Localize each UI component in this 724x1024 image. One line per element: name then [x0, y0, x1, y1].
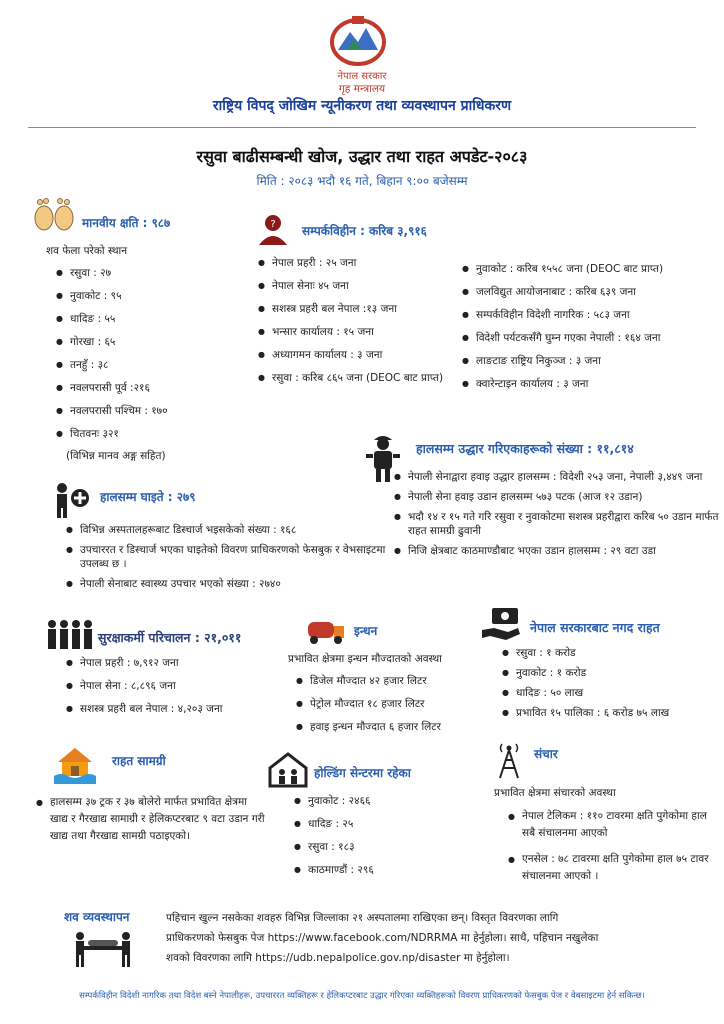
list-item: ● हालसम्म ३७ ट्रक र ३७ बोलेरो मार्फत प्रभावित क्षेत्रमा खाद्य र गैरखाद्य सामाग्री र हेलिकप्टरबाट ९ वटा उडान गरी खाद्य तथा गैरखाद्य सामग्री पठाइएको। — [36, 794, 266, 845]
svg-text:?: ? — [270, 219, 276, 230]
list-item: ● नेपाल प्रहरी : ७,९१२ जना — [66, 656, 296, 670]
human-loss-title: मानवीय क्षति : ९८७ — [82, 216, 171, 230]
list-item: ● नुवाकोट : ९५ — [56, 289, 236, 303]
list-item: ● नेपाल सेनाः ४५ जना — [258, 279, 444, 293]
footprints-icon — [30, 196, 78, 232]
comms-list — [508, 808, 720, 894]
page-title: रसुवा बाढीसम्बन्धी खोज, उद्धार तथा राहत अपडेट-२०८३ — [196, 147, 528, 166]
list-item: ● धादिङ : २५ — [294, 817, 474, 831]
human-loss-note: (विभिन्न मानव अङ्ग सहित) — [66, 450, 166, 462]
rescued-list — [394, 470, 720, 564]
radio-tower-icon — [492, 740, 526, 780]
list-item: ● नवलपरासी पूर्व :२१६ — [56, 381, 236, 395]
list-item: ● पेट्रोल मौज्दात १८ हजार लिटर — [296, 697, 496, 711]
header — [0, 0, 724, 120]
list-item: ● भन्सार कार्यालय : १५ जना — [258, 325, 444, 339]
injured-person-icon — [52, 482, 92, 518]
date-line: मिति : २०८३ भदौ १६ गते, बिहान ९:०० बजेसम्म — [256, 174, 468, 188]
list-item: ● प्रभावित १५ पालिका : ६ करोड ७५ लाख — [502, 706, 722, 720]
list-item: ● सम्पर्कविहीन विदेशी नागरिक : ५८३ जना — [462, 308, 720, 322]
list-item: ● नुवाकोट : करिब १५५८ जना (DEOC बाट प्राप्त) — [462, 262, 720, 276]
list-item: ● चितवनः ३२१ — [56, 427, 236, 441]
list-item: ● तनहुँ : ३८ — [56, 358, 236, 372]
rescued-title: हालसम्म उद्धार गरिएकाहरूको संख्या : ११,८१४ — [416, 441, 634, 456]
list-item: ● रसुवा : करिब ८६५ जना (DEOC बाट प्राप्त) — [258, 371, 444, 385]
list-item: ● नुवाकोट : १ करोड — [502, 666, 722, 680]
shelter-icon — [268, 752, 308, 788]
missing-person-icon — [256, 213, 290, 245]
list-item: ● सशस्त्र प्रहरी बल नेपाल : ४,२०३ जना — [66, 702, 296, 716]
list-item: ● उपचाररत र डिस्चार्ज भएका घाइतेको विवरण प्राधिकरणको फेसबुक र वेभसाइटमा उपलब्ध छ । — [66, 543, 386, 571]
comms-title: संचार — [534, 747, 558, 761]
list-item: ● रसुवा : १८३ — [294, 840, 474, 854]
list-item: ● अध्यागमन कार्यालय : ३ जना — [258, 348, 444, 362]
list-item: ● नवलपरासी पश्चिम : १७० — [56, 404, 236, 418]
fuel-list — [296, 674, 496, 743]
list-item: ● धादिङ : ५० लाख — [502, 686, 722, 700]
crowd-icon — [46, 618, 94, 652]
nepal-emblem-icon — [324, 12, 392, 68]
list-item: ● निजि क्षेत्रबाट काठमाण्डौबाट भएका उडान हालसम्म : २९ वटा उडा — [394, 544, 720, 558]
fuel-truck-icon — [306, 614, 346, 646]
list-item: ● रसुवा : १ करोड — [502, 646, 722, 660]
fuel-title: इन्धन — [354, 624, 378, 638]
list-item: ● क्वारेन्टाइन कार्यालय : ३ जना — [462, 377, 720, 391]
fuel-subtitle: प्रभावित क्षेत्रमा इन्धन मौज्दातको अवस्था — [288, 653, 442, 665]
missing-list-right — [462, 262, 720, 400]
holding-list — [294, 794, 474, 886]
security-title: सुरक्षाकर्मी परिचालन : २१,०११ — [98, 630, 242, 645]
divider — [28, 127, 696, 128]
missing-list-left — [258, 256, 444, 394]
list-item: ● जलविद्युत आयोजनाबाट : करिब ६३९ जना — [462, 285, 720, 299]
ministry-label: गृह मन्त्रालय — [338, 83, 386, 95]
body-management-text-3: शवको विवरणका लागि https://udb.nepalpolice.gov.np/disaster मा हेर्नुहोला। — [166, 952, 510, 964]
body-management-text-1: पहिचान खुल्न नसकेका शवहरु विभिन्न जिल्लाका २१ अस्पतालमा राखिएका छन्। विस्तृत विवरणका लागि — [166, 912, 559, 924]
list-item: ● विभिन्न अस्पतालहरूबाट डिस्चार्ज भइसकेको संख्या : १६८ — [66, 523, 386, 537]
list-item: ● गोरखा : ६५ — [56, 335, 236, 349]
injured-title: हालसम्म घाइते : २७९ — [100, 490, 196, 504]
body-management-title: शव व्यवस्थापन — [64, 910, 130, 924]
comms-subtitle: प्रभावित क्षेत्रमा संचारको अवस्था — [494, 787, 616, 799]
list-item: ● नेपाल प्रहरी : २५ जना — [258, 256, 444, 270]
security-list — [66, 656, 296, 725]
authority-name: राष्ट्रिय विपद् जोखिम न्यूनीकरण तथा व्यवस्थापन प्राधिकरण — [212, 98, 512, 114]
list-item: ● विदेशी पर्यटकसँगै घुम्न गएका नेपाली : १६४ जना — [462, 331, 720, 345]
missing-title: सम्पर्कविहीन : करिब ३,९१६ — [302, 224, 427, 238]
human-loss-subtitle: शव फेला परेको स्थान — [46, 245, 128, 257]
list-item: ● नेपाल सेना : ८,८९६ जना — [66, 679, 296, 693]
list-item: ● सशस्त्र प्रहरी बल नेपाल :१३ जना — [258, 302, 444, 316]
list-item: ● धादिङ : ५५ — [56, 312, 236, 326]
cash-list — [502, 646, 722, 726]
cash-title: नेपाल सरकारबाट नगद राहत — [530, 620, 660, 635]
human-loss-list — [56, 266, 236, 450]
list-item: ● नुवाकोट : २४६६ — [294, 794, 474, 808]
footnote: सम्पर्कविहीन विदेशी नागरिक तथा विदेश बस्ने नेपालीहरू, उपचाररत व्यक्तिहरू र हेलिकप्टरबाट उद्धार गरिएका व्यक्तिहरूको विवरण प्राधिकरणको फेसबुक पेज र वेबसाइटमा हेर्न सकिन्छ। — [79, 991, 645, 1001]
list-item: ● भदौ १४ र १५ गते गरि रसुवा र नुवाकोटमा सशस्त्र प्रहरीद्वारा करिब ५० उडान मार्फत राहत सामग्री ढुवानी — [394, 510, 720, 538]
list-item: ● लाङटाङ राष्ट्रिय निकुञ्ज : ३ जना — [462, 354, 720, 368]
list-item: ● हवाइ इन्धन मौज्दात ६ हजार लिटर — [296, 720, 496, 734]
injured-list — [66, 523, 386, 597]
list-item: ● डिजेल मौज्दात ४२ हजार लिटर — [296, 674, 496, 688]
list-item: ● एनसेल : ७८ टावरमा क्षति पुगेकोमा हाल ७५ टावर संचालनमा आएको । — [508, 851, 720, 885]
stretcher-icon — [72, 930, 134, 968]
list-item: ● नेपाली सेनाबाट स्वास्थ्य उपचार भएको संख्या : २७४० — [66, 577, 386, 591]
relief-title: राहत सामग्री — [112, 754, 166, 768]
list-item: ● नेपाली सेनाद्वारा हवाइ उद्धार हालसम्म : विदेशी २५३ जना, नेपाली ३,४४९ जना — [394, 470, 720, 484]
holding-title: होल्डिंग सेन्टरमा रहेका — [314, 766, 411, 780]
list-item: ● नेपाली सेना हवाइ उडान हालसम्म ५७३ पटक (आज १२ उडान) — [394, 490, 720, 504]
relief-list — [36, 794, 266, 854]
list-item: ● रसुवा : २७ — [56, 266, 236, 280]
body-management-text-2: प्राधिकरणको फेसबुक पेज https://www.facebook.com/NDRRMA मा हेर्नुहोला। साथै, पहिचान नखुलेका — [166, 932, 599, 944]
list-item: ● नेपाल टेलिकम : ११० टावरमा क्षति पुगेकोमा हाल सबै संचालनमा आएको — [508, 808, 720, 842]
cash-hand-icon — [480, 606, 522, 644]
government-label: नेपाल सरकार — [337, 71, 387, 82]
list-item: ● काठमाण्डौं : २९६ — [294, 863, 474, 877]
flood-house-icon — [54, 744, 96, 784]
